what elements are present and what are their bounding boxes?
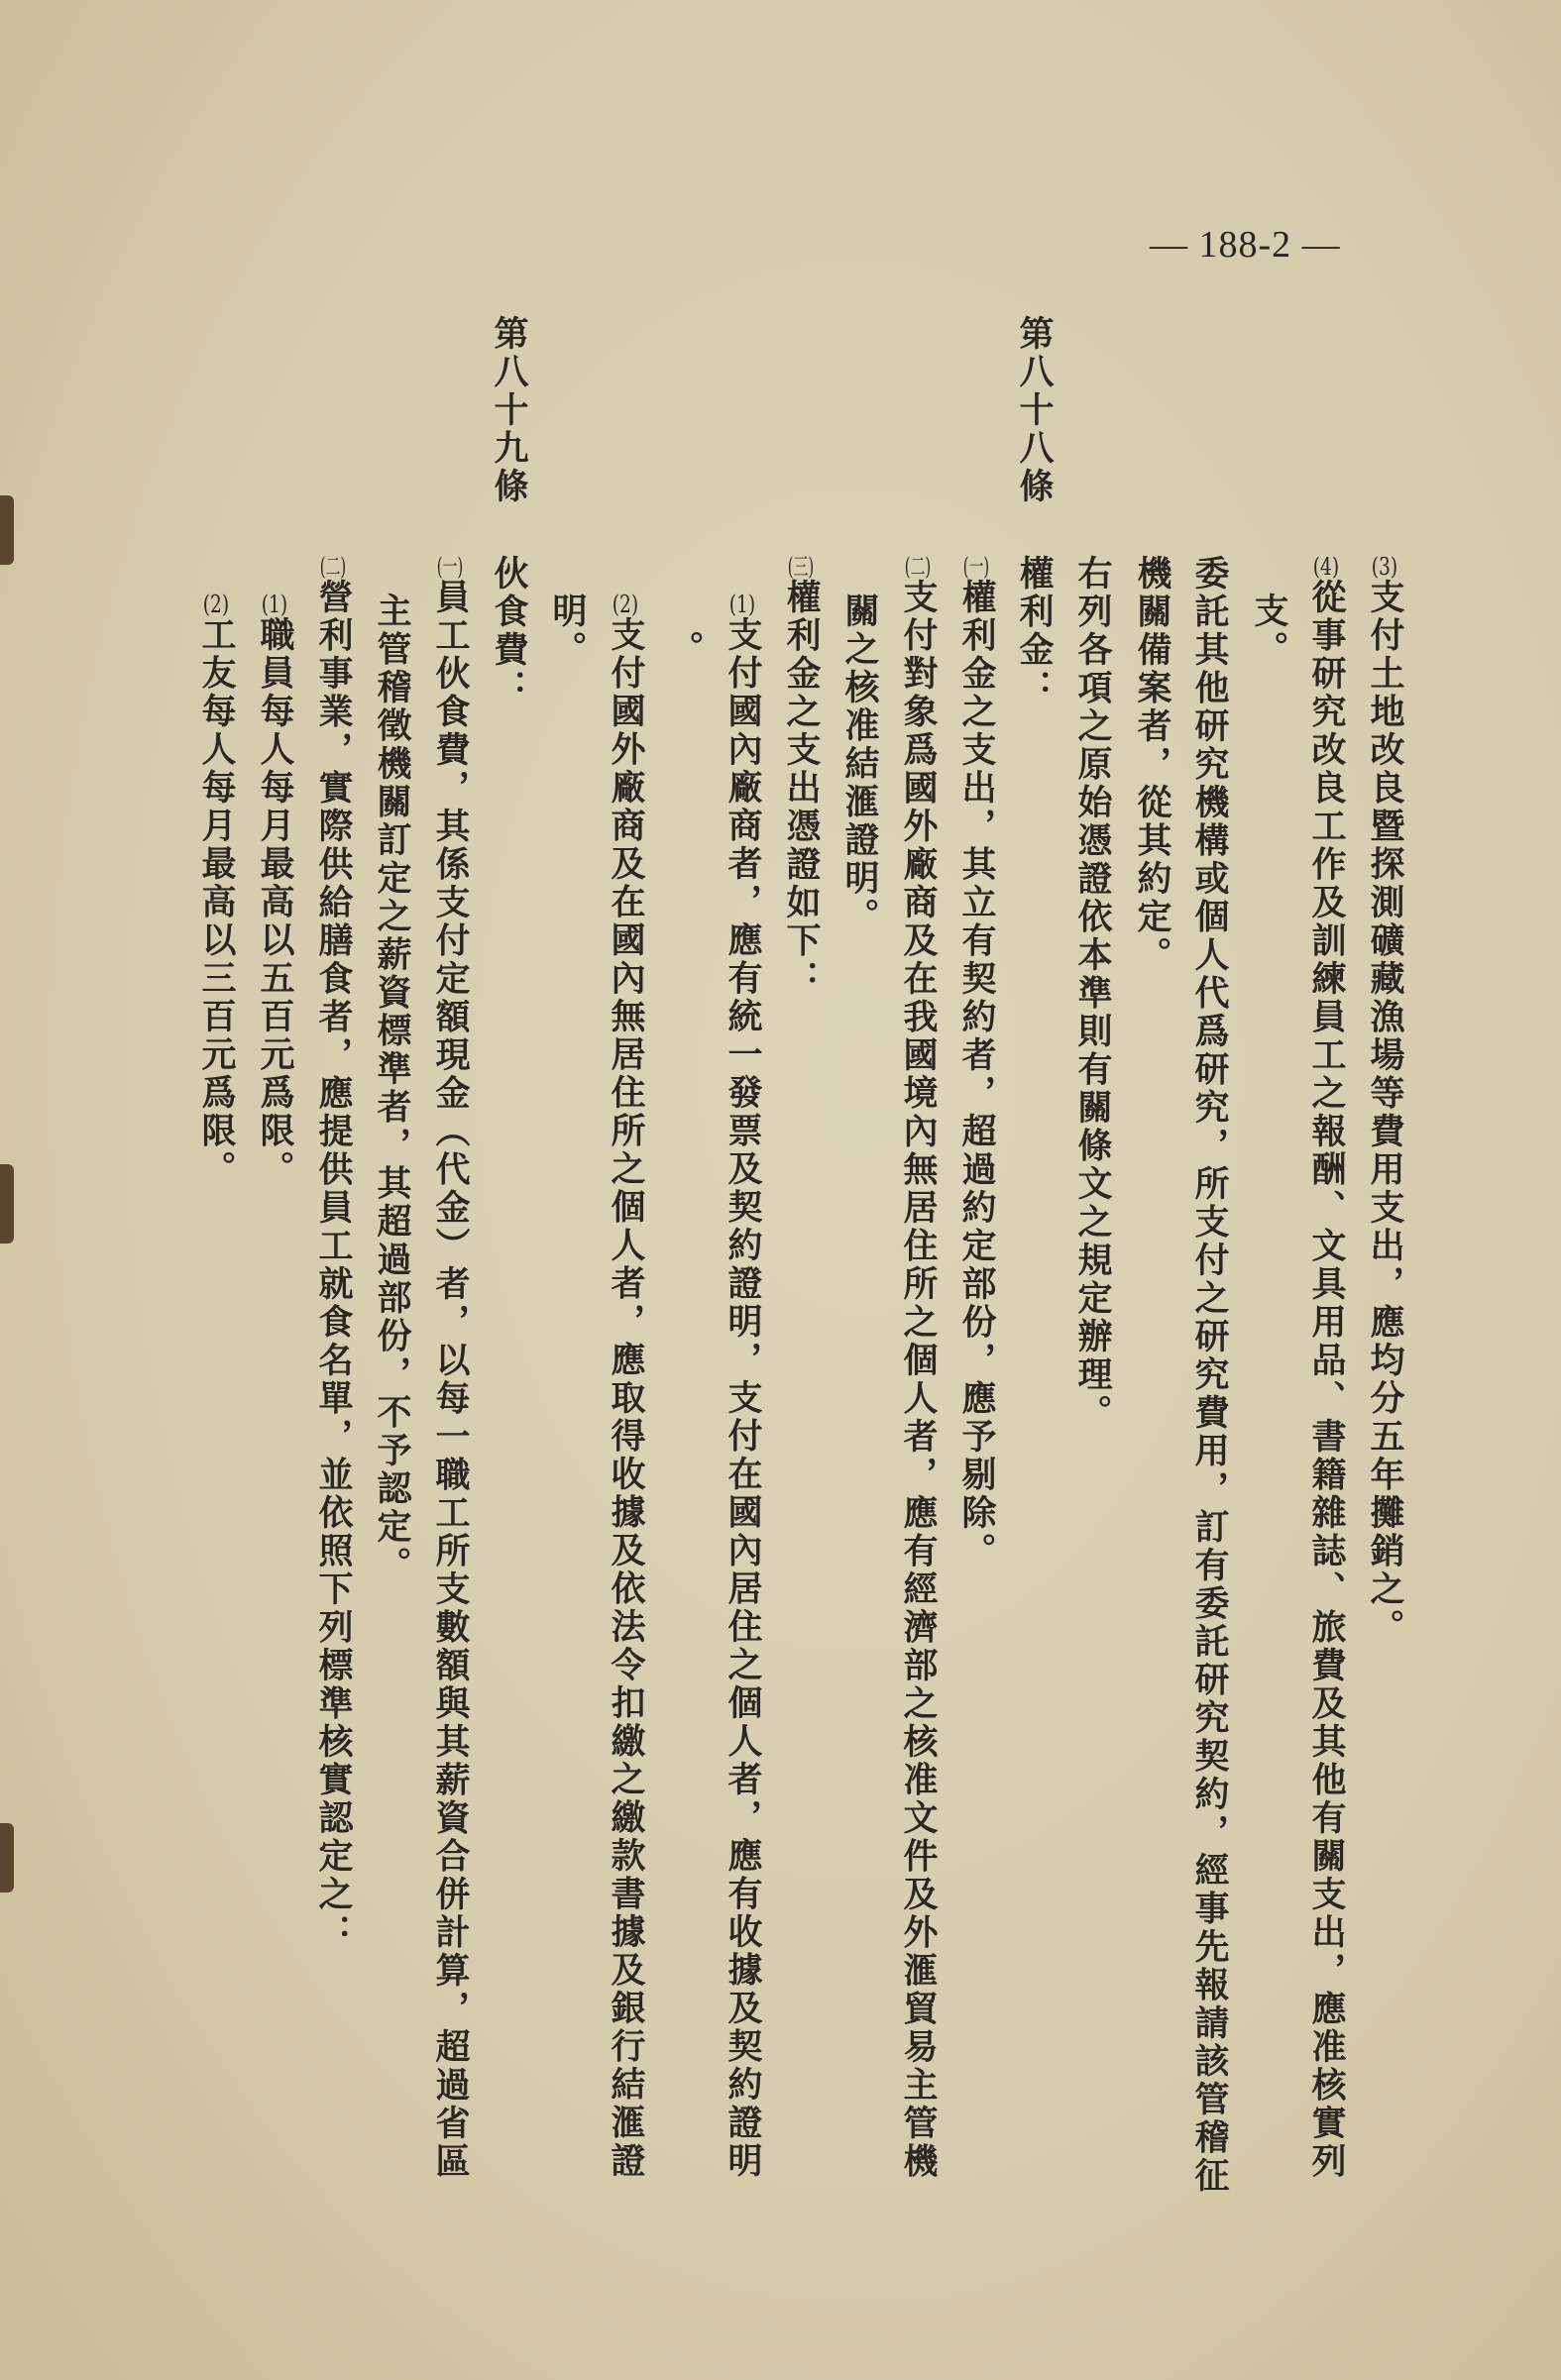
column-text: 權利金之支出，其立有契約者，超過約定部份，應予剔除。	[956, 579, 997, 1570]
text-column	[489, 555, 528, 707]
text-column	[1306, 555, 1346, 2181]
column-text: 支。	[1249, 593, 1289, 669]
item-marker: (三)	[787, 555, 815, 579]
column-text: 右列各項之原始憑證依本準則有關條文之規定辦理。	[1072, 555, 1113, 1433]
item-marker: (4)	[1312, 555, 1340, 579]
text-column	[255, 593, 294, 1189]
binding-mark	[0, 1164, 14, 1244]
item-marker: (一)	[436, 555, 464, 579]
column-text: 關之核准結滙證明。	[839, 593, 880, 936]
text-column	[372, 593, 411, 1584]
binding-mark	[0, 495, 14, 565]
text-column	[781, 555, 821, 999]
column-text: 主管稽徵機關訂定之薪資標準者，其超過部份，不予認定。	[372, 593, 412, 1584]
text-column	[839, 593, 879, 936]
column-text: 明。	[547, 593, 588, 669]
column-text: 從事研究改良工作及訓練員工之報酬、文具用品、書籍雜誌、旅費及其他有關支出，應准核實列	[1306, 579, 1347, 2181]
article-88-title: 第八十八條	[1014, 315, 1055, 506]
page-number: — 188-2 —	[1150, 224, 1341, 266]
column-text: 支付國外廠商及在國內無居住所之個人者，應取得收據及依法令扣繳之繳款書據及銀行結滙證	[606, 616, 646, 2181]
text-column	[1249, 593, 1288, 669]
text-column	[547, 593, 587, 669]
item-marker: (1)	[261, 593, 288, 616]
column-text: 職員每人每月最高以五百元爲限。	[255, 616, 295, 1189]
column-text: 權利金：	[1014, 555, 1055, 707]
item-marker: (3)	[1371, 555, 1398, 579]
item-marker: (二)	[904, 555, 932, 579]
text-column	[898, 555, 938, 2181]
text-column	[1132, 555, 1171, 975]
column-text: 支付對象爲國外廠商及在我國境內無居住所之個人者，應有經濟部之核准文件及外滙貿易主管機	[898, 579, 939, 2181]
article-89-title: 第八十九條	[489, 315, 529, 506]
column-text: 支付土地改良暨探測礦藏漁場等費用支出，應均分五年攤銷之。	[1365, 579, 1405, 1647]
text-column	[430, 555, 470, 2181]
text-column	[723, 593, 762, 2181]
item-marker: (二)	[319, 555, 347, 579]
column-text: 權利金之支出憑證如下：	[781, 579, 822, 999]
text-column	[606, 593, 645, 2181]
text-column	[1365, 555, 1404, 1647]
item-marker: (2)	[202, 593, 230, 616]
text-column	[196, 593, 236, 1189]
text-column	[313, 555, 353, 1952]
text-column	[1189, 555, 1229, 2196]
column-text: 委託其他研究機構或個人代爲研究，所支付之研究費用，訂有委託研究契約，經事先報請該管稽征	[1189, 555, 1230, 2196]
item-marker: (1)	[728, 593, 756, 616]
column-text: 。	[664, 630, 705, 669]
column-text: 支付國內廠商者，應有統一發票及契約證明，支付在國內居住之個人者，應有收據及契約證明	[723, 616, 763, 2181]
text-column	[1072, 555, 1112, 1433]
column-text: 營利事業，實際供給膳食者，應提供員工就食名單，並依照下列標準核實認定之：	[313, 579, 354, 1952]
binding-mark	[0, 1823, 14, 1893]
item-marker: (一)	[962, 555, 990, 579]
column-text: 機關備案者，從其約定。	[1132, 555, 1172, 975]
item-marker: (2)	[612, 593, 639, 616]
column-text: 員工伙食費，其係支付定額現金（代金）者，以每一職工所支數額與其薪資合併計算，超過省區	[430, 579, 471, 2181]
text-column	[1014, 555, 1054, 707]
text-column	[664, 630, 704, 669]
column-text: 工友每人每月最高以三百元爲限。	[196, 616, 237, 1189]
text-column	[956, 555, 996, 1570]
column-text: 伙食費：	[489, 555, 529, 707]
